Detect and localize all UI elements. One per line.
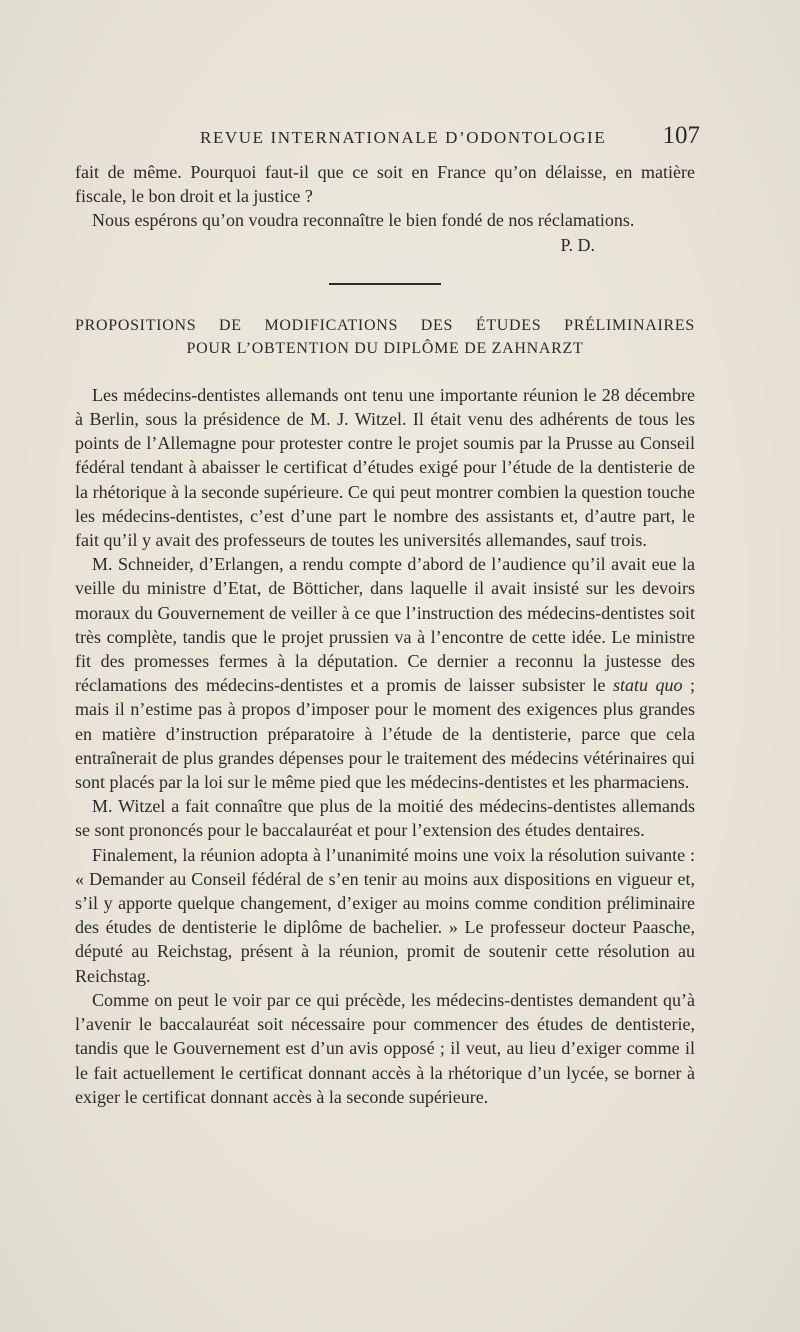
latin-phrase: statu quo bbox=[612, 675, 683, 696]
intro-paragraph-continuation: fait de même. Pourquoi faut-il que ce soit en France qu’on délaisse, en matière fiscale, le bon droit et la justice ? bbox=[75, 162, 695, 207]
page-header bbox=[200, 122, 700, 152]
article-paragraph-3: M. Witzel a fait connaître que plus de la moitié des médecins-dentistes allemands se sont prononcés pour le baccalauréat et pour l’extension des études dentaires. bbox=[75, 796, 695, 841]
intro-paragraph: Nous espérons qu’on voudra reconnaître le bien fondé de nos réclamations. bbox=[92, 210, 635, 231]
article-paragraph-2 bbox=[75, 552, 695, 794]
title-spacer bbox=[75, 360, 695, 383]
article-paragraph-1: Les médecins-dentistes allemands ont tenu une importante réunion le 28 décembre à Berlin, sous la présidence de M. J. Witzel. Il était venu des adhérents de tous les points de l’Allemagne pour protester contre le projet soumis par la Prusse au Conseil fédéral tendant à abaisser le certificat d’études exigé pour l’étude de la dentisterie de la rhétorique à la seconde supérieure. Ce qui peut montrer combien la question touche les médecins-dentistes, c’est d’une part le nombre des assistants et, d’autre part, le fait qu’il y avait des professeurs de toutes les universités allemandes, sauf trois. bbox=[75, 384, 695, 551]
article-title-line-1: PROPOSITIONS DE MODIFICATIONS DES ÉTUDES PRÉLIMINAIRES bbox=[75, 316, 695, 334]
article-title bbox=[75, 314, 695, 360]
article-title-line-2: POUR L’OBTENTION DU DIPLÔME DE ZAHNARZT bbox=[186, 339, 584, 357]
section-divider bbox=[329, 283, 441, 285]
page-number: 107 bbox=[662, 122, 700, 149]
article-paragraph-2-start: M. Schneider, d’Erlangen, a rendu compte d’abord de l’audience qu’il avait eue la veille du ministre d’Etat, de Bötticher, dans laquelle il avait insisté sur les devoirs moraux du Gouvernement de veiller à ce que l’instruction des médecins-dentistes soit très complète, tandis que le projet prussien va à l’encontre de cette idée. Le ministre fit des promesses fermes à la députation. Ce dernier a reconnu la justesse des réclamations des médecins-dentistes et a promis de laisser subsister le bbox=[75, 554, 695, 696]
running-title: REVUE INTERNATIONALE D’ODONTOLOGIE bbox=[200, 128, 607, 147]
author-signature: P. D. bbox=[560, 234, 595, 255]
article-paragraph-5: Comme on peut le voir par ce qui précède, les médecins-dentistes demandent qu’à l’avenir le baccalauréat soit nécessaire pour commencer des études de dentisterie, tandis que le Gouvernement est d’un avis opposé ; il veut, au lieu d’exiger comme il le fait actuellement le certificat donnant accès à la rhétorique d’un lycée, se borner à exiger le certificat donnant accès à la seconde supérieure. bbox=[75, 989, 695, 1107]
page-body bbox=[75, 160, 695, 1109]
article-paragraph-4: Finalement, la réunion adopta à l’unanimité moins une voix la résolution suivante : « Demander au Conseil fédéral de s’en tenir au moins aux dispositions en vigueur et, s’il y apporte quelque changement, d’exiger au moins comme condition préliminaire des études de dentisterie le diplôme de bachelier. » Le professeur docteur Paasche, député au Reichstag, présent à la réunion, promit de soutenir cette résolution au Reichstag. bbox=[75, 844, 695, 986]
article-paragraph-2-end: ; mais il n’estime pas à propos d’imposer pour le moment des exigences plus grandes en matière d’instruction préparatoire à l’étude de la dentisterie, parce que cela entraînerait de plus grandes dépenses pour le traitement des médecins vétérinaires qui sont placés par la loi sur le même pied que les médecins-dentistes et les pharmaciens. bbox=[75, 675, 696, 793]
